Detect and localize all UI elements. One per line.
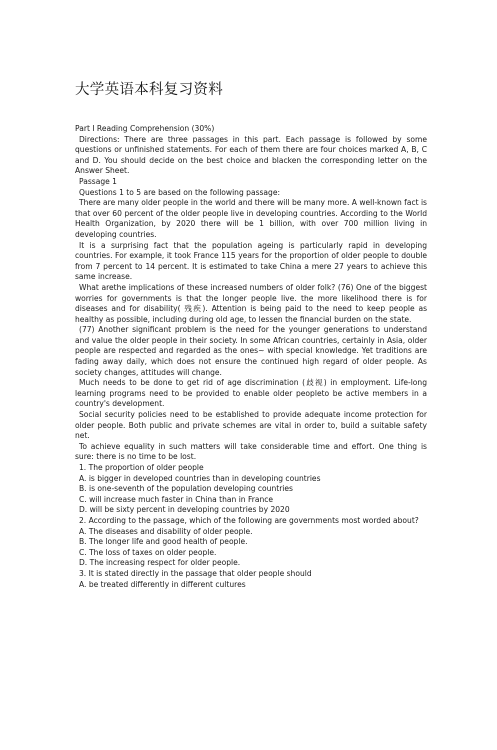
paragraph: It is a surprising fact that the population ageing is particularly rapid in developing countries. For example, it took France 115 years for the proportion of older people to double from 7 percent to 14 percent. It is estimated to take China a mere 27 years to achieve this same increase. [75, 240, 427, 282]
paragraph: There are many older people in the world and there will be many more. A well-known fact is that over 60 percent of the older people live in developing countries. According to the World Health Organization, by 2020 there will be 1 billion, with over 700 million living in developing countries. [75, 198, 427, 239]
answer-option: D. The increasing respect for older people. [79, 558, 241, 568]
question: 1. The proportion of older people [79, 463, 204, 472]
paragraph: To achieve equality in such matters will take considerable time and effort. One thing is sure: there is no time to be lost. [75, 441, 427, 462]
paragraph: Questions 1 to 5 are based on the following passage: [79, 187, 281, 197]
answer-option: B. The longer life and good health of people. [79, 537, 248, 547]
answer-option: A. is bigger in developed countries than in developing countries [79, 473, 321, 483]
document-title: 大学英语本科复习资料 [75, 82, 223, 98]
paragraph: Directions: There are three passages in this part. Each passage is followed by some questions or unfinished statements. For each of them there are four choices marked A, B, C and D. You should decide on the best choice and blacken the corresponding letter on the Answer Sheet. [75, 134, 427, 176]
paragraph: Part I Reading Comprehension (30%) [75, 124, 215, 133]
answer-option: B. is one-seventh of the population developing countries [79, 484, 293, 494]
answer-option: A. The diseases and disability of older people. [79, 526, 253, 536]
question: 2. According to the passage, which of the following are governments most worded about? [79, 515, 419, 525]
answer-option: A. be treated differently in different cultures [79, 579, 246, 589]
answer-option: D. will be sixty percent in developing countries by 2020 [79, 505, 290, 515]
paragraph: Passage 1 [79, 176, 117, 186]
answer-option: C. will increase much faster in China than in France [79, 494, 274, 504]
paragraph: What arethe implications of these increased numbers of older folk? (76) One of the biggest worries for governments is that the longer people live. the more likelihood there is for diseases and for disability( 残疾). Attention is being paid to the need to keep people as healthy as possible, including during old age, to lessen the financial burden on the state. [75, 282, 427, 324]
paragraph: Much needs to be done to get rid of age discrimination (歧视) in employment. Life-long learning programs need to be provided to enable older peopleto be active members in a country's development. [75, 378, 427, 409]
question: 3. It is stated directly in the passage that older people should [79, 568, 312, 578]
document-body [75, 124, 427, 590]
paragraph: (77) Another significant problem is the need for the younger generations to understand and value the older people in their society. In some African countries, certainly in Asia, older people are respected and regarded as the ones~ with special knowledge. Yet traditions are fading away daily, which does not ensure the continued high regard of older people. As society changes, attitudes will change. [75, 325, 427, 377]
paragraph: Social security policies need to be established to provide adequate income protection for older people. Both public and private schemes are vital in order to, build a suitable safety net. [75, 410, 427, 441]
answer-option: C. The loss of taxes on older people. [79, 547, 217, 557]
